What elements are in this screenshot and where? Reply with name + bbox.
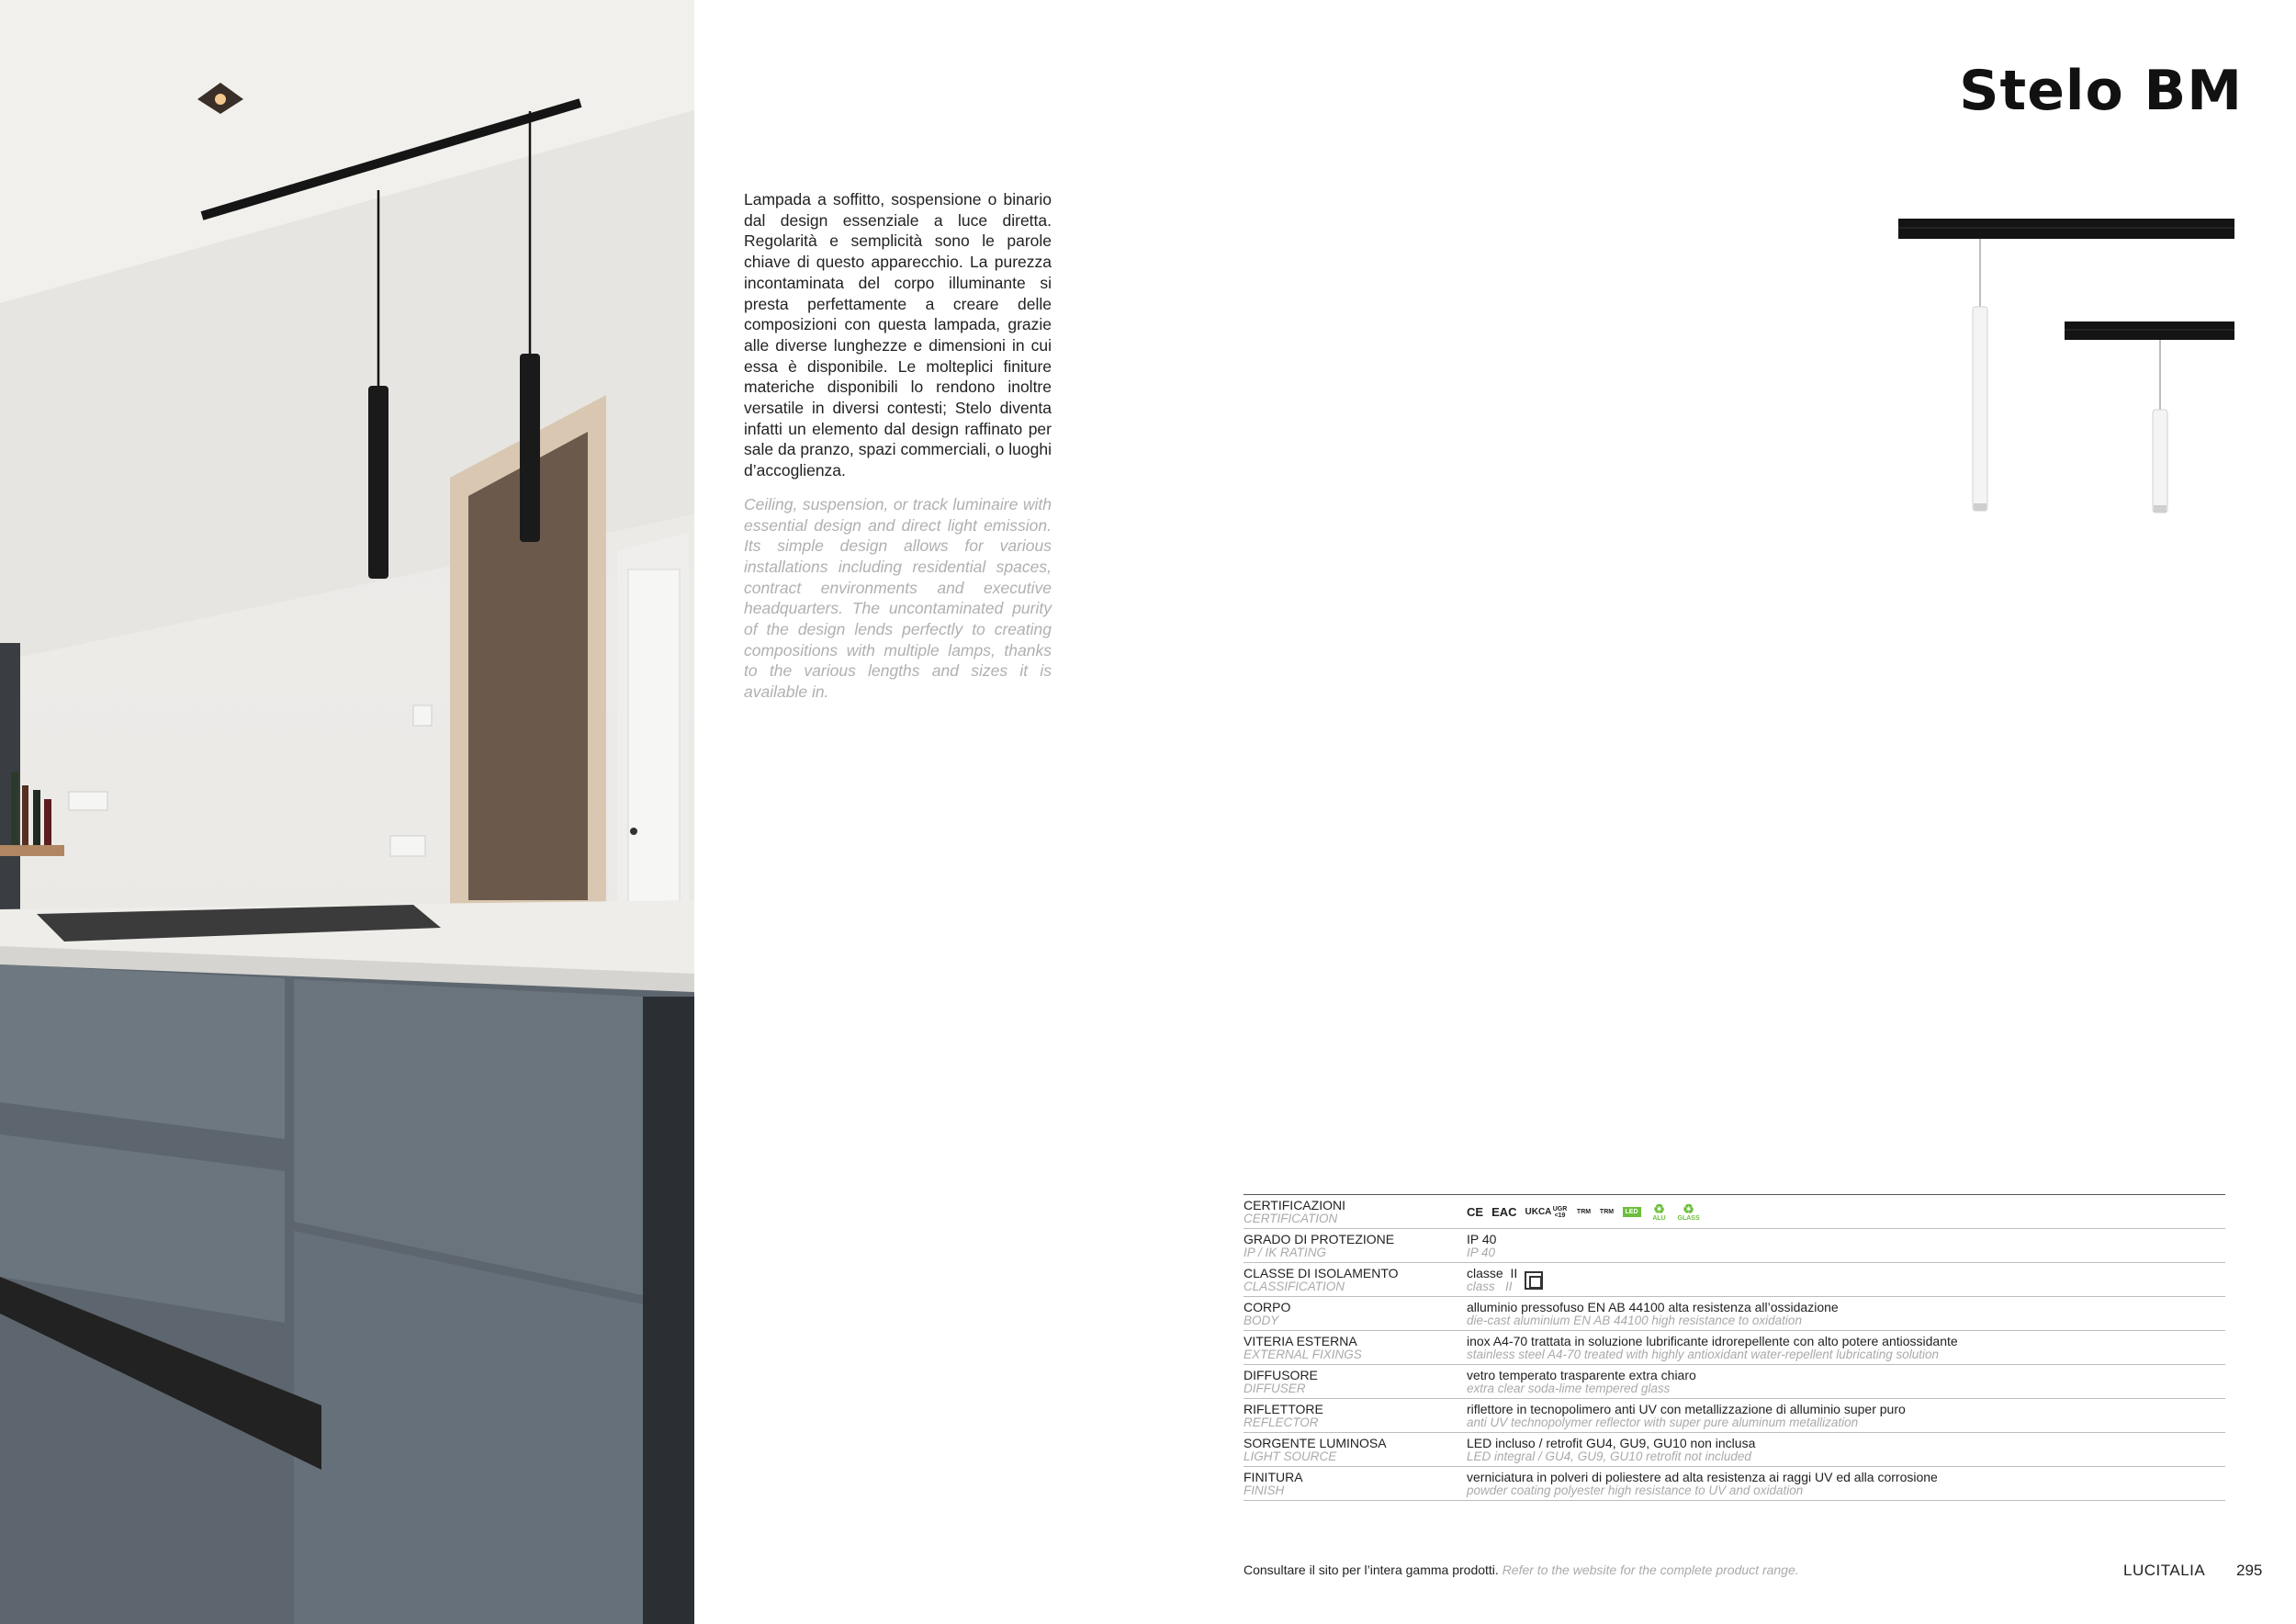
spec-label-english: FINISH [1244, 1483, 1285, 1497]
page-title: Stelo BM [1959, 59, 2243, 123]
spec-row-diffuser [1244, 1365, 2225, 1399]
kitchen-scene-illustration [0, 0, 694, 1624]
spec-label-english: BODY [1244, 1314, 1279, 1327]
spec-label: CLASSE DI ISOLAMENTO [1244, 1266, 1399, 1280]
pendant-lamp-illustration [1892, 211, 2241, 551]
spec-value-english: LED integral / GU4, GU9, GU10 retrofit not included [1467, 1449, 1751, 1463]
spec-row-certifications [1244, 1195, 2225, 1229]
spec-label-english: LIGHT SOURCE [1244, 1449, 1337, 1463]
spec-value: riflettore in tecnopolimero anti UV con metallizzazione di alluminio super puro [1467, 1402, 1906, 1416]
spec-label-english: CERTIFICATION [1244, 1212, 1338, 1225]
interior-photo [0, 0, 694, 1624]
spec-row-finish [1244, 1467, 2225, 1501]
spec-value: IP 40 [1467, 1232, 1497, 1246]
spec-value-english: die-cast aluminium EN AB 44100 high resistance to oxidation [1467, 1314, 1802, 1327]
footer-note-english: Refer to the website for the complete product range. [1502, 1562, 1799, 1577]
spec-value: LED incluso / retrofit GU4, GU9, GU10 non inclusa [1467, 1436, 1756, 1450]
spec-row-classification [1244, 1263, 2225, 1297]
spec-row-light-source [1244, 1433, 2225, 1467]
page-number: 295 [2236, 1562, 2263, 1579]
spec-label: VITERIA ESTERNA [1244, 1334, 1357, 1348]
spec-row-ip-rating [1244, 1229, 2225, 1263]
spec-label: SORGENTE LUMINOSA [1244, 1436, 1387, 1450]
spec-value: classe II [1467, 1266, 1518, 1280]
class-ii-insulation-icon [1525, 1271, 1543, 1290]
spec-value-english: class II [1467, 1280, 1513, 1293]
spec-table [1244, 1194, 2225, 1501]
spec-label: CORPO [1244, 1300, 1291, 1314]
footer-note-italian: Consultare il sito per l’intera gamma prodotti. [1244, 1562, 1499, 1577]
led-badge-icon: LED [1623, 1207, 1641, 1217]
spec-value-english: IP 40 [1467, 1246, 1496, 1259]
spec-label: CERTIFICAZIONI [1244, 1198, 1345, 1212]
spec-value-english: powder coating polyester high resistance to UV and oxidation [1467, 1483, 1804, 1497]
spec-label: GRADO DI PROTEZIONE [1244, 1232, 1395, 1246]
aluminium-recycle-icon: ♻ ALU [1652, 1201, 1666, 1222]
trm-mark-icon: TRM [1576, 1209, 1592, 1215]
certification-icons [1467, 1199, 2225, 1225]
spec-row-body [1244, 1297, 2225, 1331]
spec-row-reflector [1244, 1399, 2225, 1433]
spec-value-english: anti UV technopolymer reflector with super pure aluminum metallization [1467, 1415, 1859, 1429]
footer-note [1244, 1562, 1799, 1577]
spec-label: RIFLETTORE [1244, 1402, 1323, 1416]
spec-label-english: REFLECTOR [1244, 1415, 1319, 1429]
ce-mark-icon: CE [1467, 1205, 1484, 1219]
spec-label: DIFFUSORE [1244, 1368, 1318, 1382]
brand-name: LUCITALIA [2123, 1562, 2206, 1579]
spec-label-english: DIFFUSER [1244, 1382, 1306, 1395]
product-description [744, 189, 1052, 703]
eac-mark-icon: EAC [1491, 1205, 1517, 1219]
spec-label-english: IP / IK RATING [1244, 1246, 1327, 1259]
product-image [1892, 211, 2241, 551]
description-english: Ceiling, suspension, or track luminaire with essential design and direct light emission. Its simple design allows for various installations including residential spaces, contract environments and executive headquarters. The uncontaminated purity of the design lends perfectly to creating compositions with multiple lamps, thanks to the various lengths and sizes it is available in. [744, 494, 1052, 702]
spec-value-english: stainless steel A4-70 treated with highly antioxidant water-repellent lubricating solution [1467, 1348, 1940, 1361]
spec-label-english: CLASSIFICATION [1244, 1280, 1345, 1293]
spec-value-english: extra clear soda-lime tempered glass [1467, 1382, 1671, 1395]
spec-label-english: EXTERNAL FIXINGS [1244, 1348, 1362, 1361]
spec-value: verniciatura in polveri di poliestere ad alta resistenza ai raggi UV ed alla corrosione [1467, 1470, 1938, 1484]
spec-value: alluminio pressofuso EN AB 44100 alta resistenza all’ossidazione [1467, 1300, 1839, 1314]
spec-label: FINITURA [1244, 1470, 1303, 1484]
spec-row-external-fixings [1244, 1331, 2225, 1365]
description-italian: Lampada a soffitto, sospensione o binario dal design essenziale a luce diretta. Regolarità e semplicità sono le parole chiave di questo apparecchio. La purezza incontaminata del corpo illuminante si presta perfettamente a creare delle composizioni con questa lampada, grazie alle diverse lunghezze e dimensioni in cui essa è disponibile. Le molteplici finiture materiche disponibili lo rendono inoltre versatile in diversi contesti; Stelo diventa infatti un elemento dal design raffinato per sale da pranzo, spazi commerciali, o luoghi d’accoglienza. [744, 190, 1052, 480]
ukca-mark-icon: UKCA [1525, 1206, 1552, 1217]
ugr-rating-icon: UGR <19 [1552, 1205, 1568, 1219]
spec-value: vetro temperato trasparente extra chiaro [1467, 1368, 1696, 1382]
spec-value: inox A4-70 trattata in soluzione lubrificante idrorepellente con alto potere antiossidante [1467, 1334, 1958, 1348]
glass-recycle-icon: ♻ GLASS [1677, 1201, 1700, 1222]
trm-mark-icon-2: TRM [1599, 1209, 1615, 1215]
